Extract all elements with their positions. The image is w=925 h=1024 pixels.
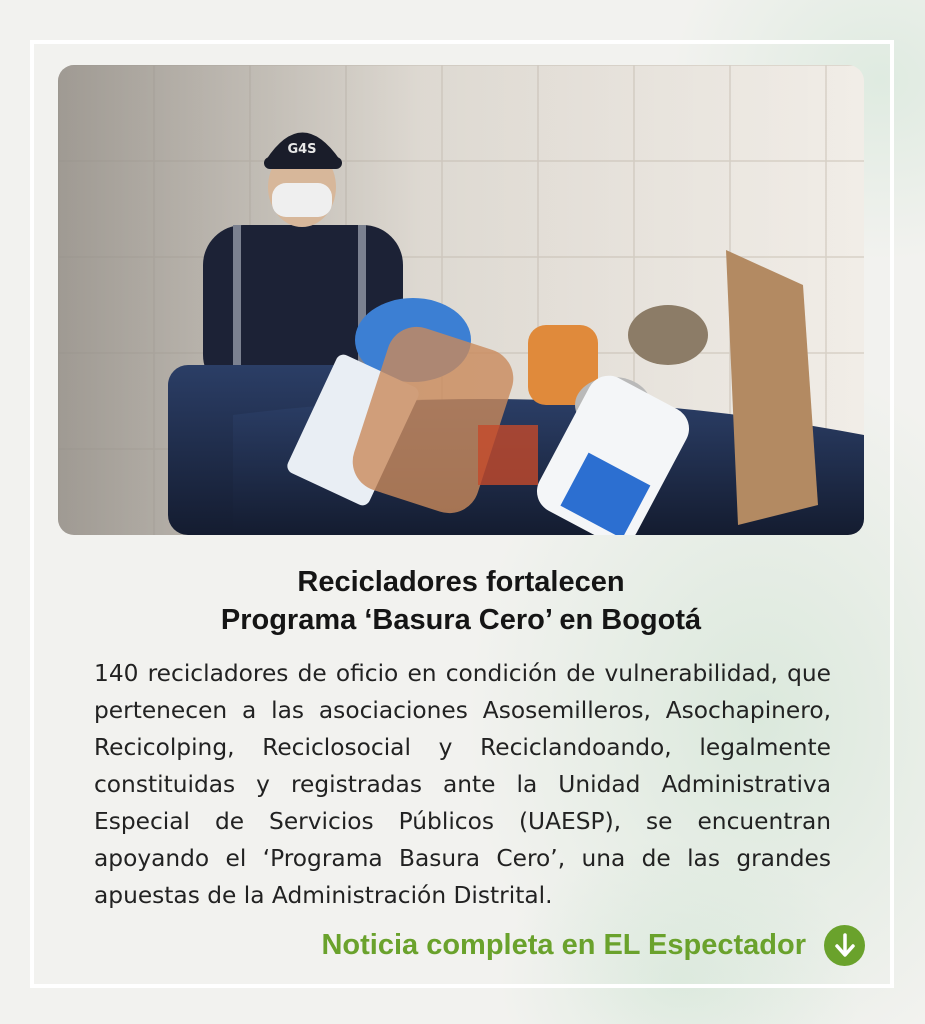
full-news-link[interactable] xyxy=(321,925,865,966)
news-headline xyxy=(58,563,864,639)
headline-line-2: Programa ‘Basura Cero’ en Bogotá xyxy=(220,604,702,636)
news-photo xyxy=(58,65,864,535)
arrow-down-circle-icon[interactable] xyxy=(824,925,865,966)
headline-line-1: Recicladores fortalecen xyxy=(297,566,625,598)
news-summary: 140 recicladores de oficio en condición de vulnerabilidad, que pertenecen a las asociaciones Asosemilleros, Asochapinero, Recicolping, Reciclosocial y Reciclandoando, legalmente constituidas y registradas ante la Unidad Administrativa Especial de Servicios Públicos (UAESP), se encuentran apoyando el ‘Programa Basura Cero’, una de las grandes apuestas de la Administración Distrital. xyxy=(94,660,831,909)
full-news-link-label[interactable]: Noticia completa en EL Espectador xyxy=(321,929,806,961)
cap-logo-text: G4S xyxy=(287,142,317,157)
